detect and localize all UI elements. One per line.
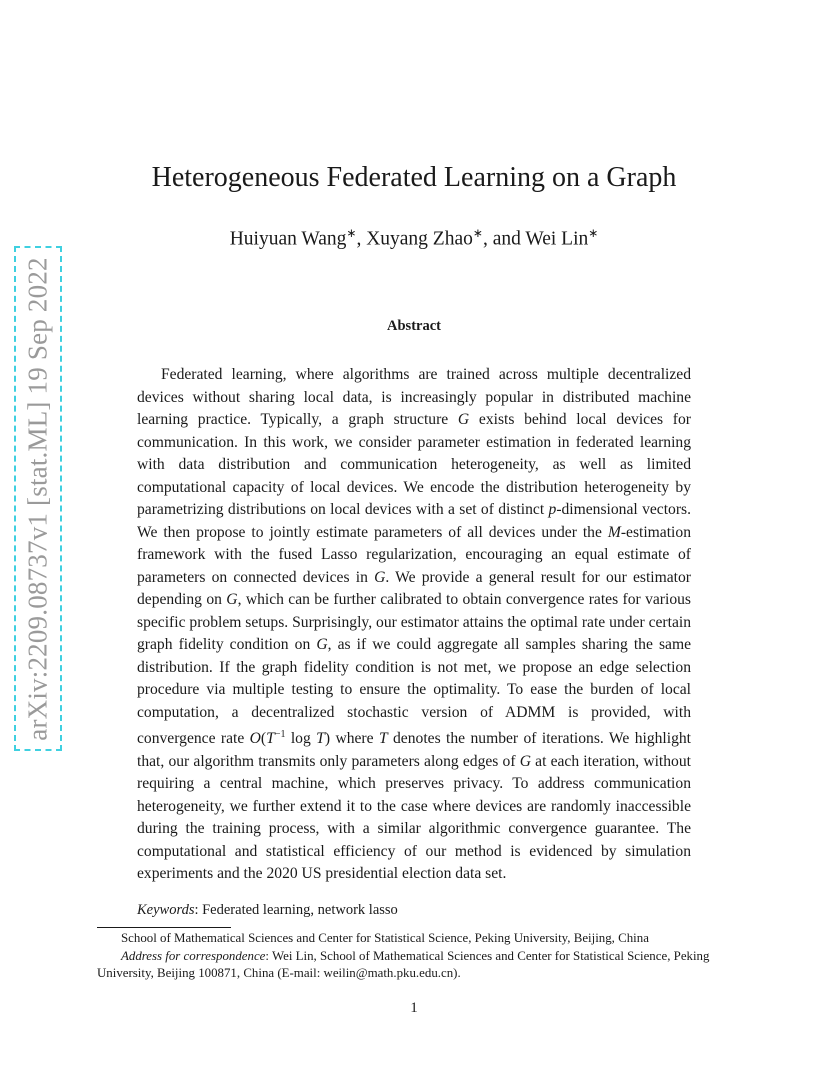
paper-title: Heterogeneous Federated Learning on a Graph	[151, 162, 677, 193]
footnote-divider	[97, 927, 231, 928]
keywords-label: Keywords	[137, 902, 195, 918]
footnote-mark: ∗	[346, 226, 357, 240]
footnote-mark: ∗	[588, 226, 599, 240]
arxiv-identifier: arXiv:2209.08737v1 [stat.ML] 19 Sep 2022	[22, 256, 53, 741]
affiliation-footnote: School of Mathematical Sciences and Center for Statistical Science, Peking University, Beijing, China	[121, 931, 649, 945]
page-number: 1	[410, 1000, 418, 1016]
author-list: Huiyuan Wang∗, Xuyang Zhao∗, and Wei Lin∗	[229, 226, 599, 250]
keywords-value: : Federated learning, network lasso	[194, 902, 398, 918]
footnotes	[97, 930, 733, 983]
abstract-heading: Abstract	[387, 318, 441, 334]
footnote-mark: ∗	[472, 226, 483, 240]
author-name: Huiyuan Wang	[229, 228, 347, 250]
author-name: Wei Lin	[525, 228, 589, 250]
author-separator: , and	[482, 228, 526, 250]
abstract-text: Federated learning, where algorithms are trained across multiple decentralized devices without sharing local data, is increasingly popular in distributed machine learning practice. Typically, a graph structure G exists behind local devices for communication. In this work, we consider parameter estimation in federated learning with data distribution and communication heterogeneity, as well as limited computational capacity of local devices. We encode the distribution heterogeneity by parametrizing distributions on local devices with a set of distinct p-dimensional vectors. We then propose to jointly estimate parameters of all devices under the M-estimation framework with the fused Lasso regularization, encouraging an equal estimate of parameters on connected devices in G. We provide a general result for our estimator depending on G, which can be further calibrated to obtain convergence rates for various specific problem setups. Surprisingly, our estimator attains the optimal rate under certain graph fidelity condition on G, as if we could aggregate all samples sharing the same distribution. If the graph fidelity condition is not met, we propose an edge selection procedure via multiple testing to ensure the optimality. To ease the burden of local computation, a decentralized stochastic version of ADMM is provided, with convergence rate $O(T^{-1}$ log T) where T denotes the number of iterations. We highlight that, our algorithm transmits only parameters along edges of G at each iteration, without requiring a central machine, which preserves privacy. To address communication heterogeneity, we further extend it to the case where devices are randomly inaccessible during the training process, with a similar algorithmic convergence guarantee. The computational and statistical efficiency of our method is evidenced by simulation experiments and the 2020 US presidential election data set.	[137, 366, 692, 883]
author-name: Xuyang Zhao	[366, 228, 473, 250]
keywords	[137, 902, 398, 919]
convergence-rate: $O(T^{-1}$ log T)	[249, 729, 331, 748]
correspondence-footnote: Address for correspondence: Wei Lin, School of Mathematical Sciences and Center for Statistical Science, Peking University, Beijing 100871, China (E-mail: weilin@math.pku.edu.cn).	[97, 948, 710, 980]
